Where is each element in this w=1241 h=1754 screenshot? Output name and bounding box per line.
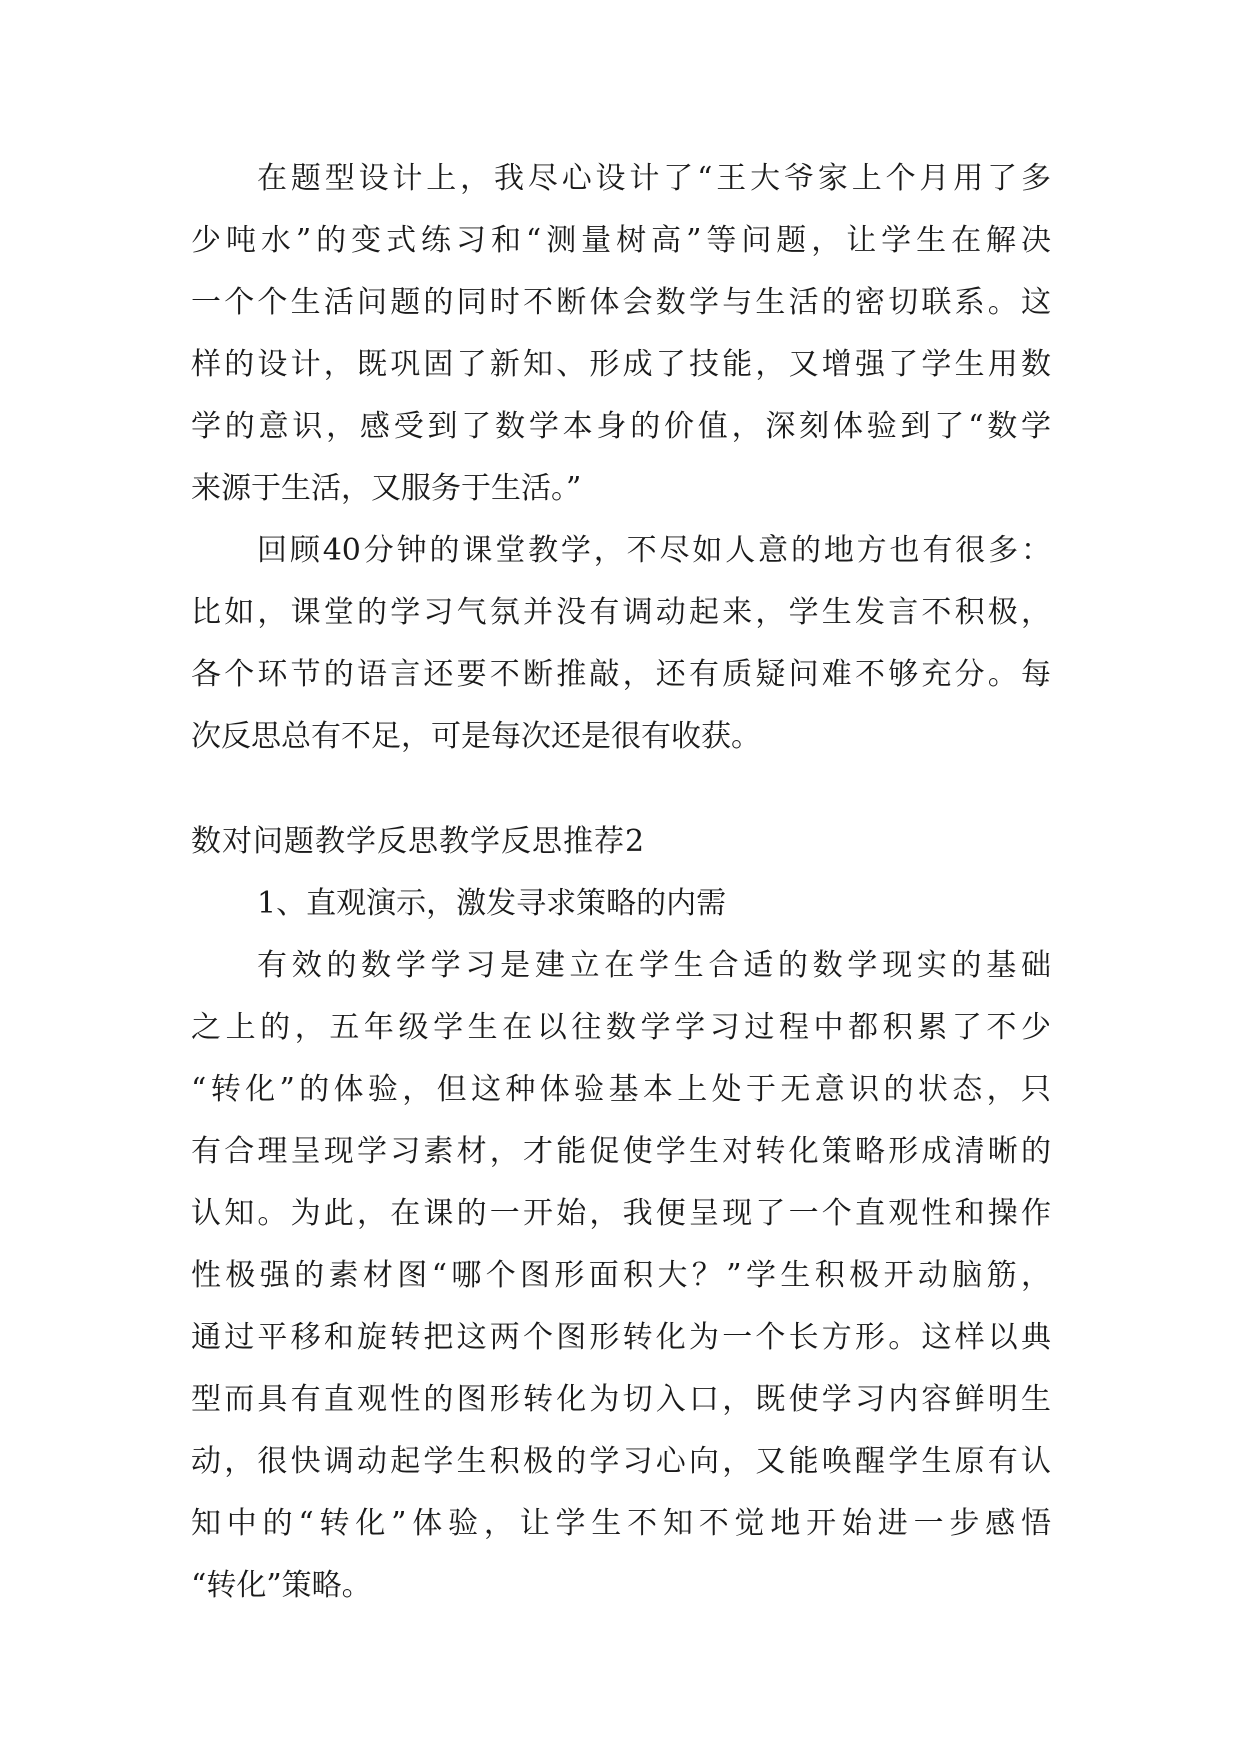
paragraph-line: 动，很快调动起学生积极的学习心向，又能唤醒学生原有认 (191, 1444, 1051, 1479)
paragraph-line: 样的设计，既巩固了新知、形成了技能，又增强了学生用数 (191, 347, 1051, 382)
paragraph-line: 认知。为此，在课的一开始，我便呈现了一个直观性和操作 (191, 1196, 1051, 1231)
paragraph-line: 型而具有直观性的图形转化为切入口，既使学习内容鲜明生 (191, 1382, 1051, 1417)
paragraph-line: “转化”策略。 (191, 1568, 372, 1603)
paragraph-line: 之上的，五年级学生在以往数学学习过程中都积累了不少 (191, 1010, 1051, 1045)
paragraph-line: 一个个生活问题的同时不断体会数学与生活的密切联系。这 (191, 285, 1051, 320)
paragraph-line: 学的意识，感受到了数学本身的价值，深刻体验到了“数学 (191, 409, 1051, 444)
paragraph-line: 有效的数学学习是建立在学生合适的数学现实的基础 (257, 948, 1051, 983)
paragraph-line: 来源于生活，又服务于生活。” (191, 471, 582, 506)
paragraph-line: 少吨水”的变式练习和“测量树高”等问题，让学生在解决 (191, 223, 1051, 258)
paragraph-line: 各个环节的语言还要不断推敲，还有质疑问难不够充分。每 (191, 657, 1051, 692)
paragraph-line: 次反思总有不足，可是每次还是很有收获。 (191, 719, 761, 754)
paragraph-line: 通过平移和旋转把这两个图形转化为一个长方形。这样以典 (191, 1320, 1051, 1355)
section-title: 数对问题教学反思教学反思推荐2 (191, 824, 646, 859)
paragraph-line: “转化”的体验，但这种体验基本上处于无意识的状态，只 (191, 1072, 1051, 1107)
subheading: 1、直观演示，激发寻求策略的内需 (257, 886, 727, 921)
paragraph-line: 知中的“转化”体验，让学生不知不觉地开始进一步感悟 (191, 1506, 1051, 1541)
paragraph-line: 在题型设计上，我尽心设计了“王大爷家上个月用了多 (257, 161, 1051, 196)
paragraph-line: 性极强的素材图“哪个图形面积大？”学生积极开动脑筋， (191, 1258, 1051, 1293)
paragraph-line: 回顾40分钟的课堂教学，不尽如人意的地方也有很多： (257, 533, 1051, 568)
paragraph-line: 比如，课堂的学习气氛并没有调动起来，学生发言不积极， (191, 595, 1051, 630)
paragraph-line: 有合理呈现学习素材，才能促使学生对转化策略形成清晰的 (191, 1134, 1051, 1169)
